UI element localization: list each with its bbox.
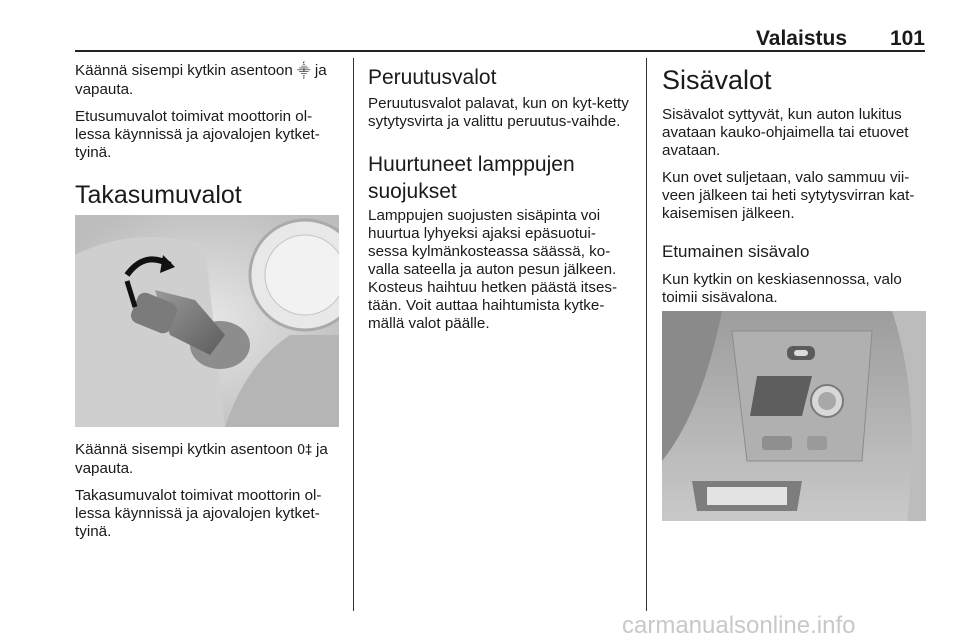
paragraph: Peruutusvalot palavat, kun on kyt-ketty sytytysvirta ja valittu peruutus-vaihde. bbox=[368, 95, 629, 130]
paragraph: Etusumuvalot toimivat moottorin ol-lessa käynnissä ja ajovalojen kytket-tyinä. bbox=[75, 108, 320, 161]
paragraph: Kun kytkin on keskiasennossa, valo toimii sisävalona. bbox=[662, 271, 902, 306]
subsection-heading: Etumainen sisävalo bbox=[662, 242, 810, 261]
front-fog-light-icon: ⸎ bbox=[297, 64, 311, 79]
watermark: carmanualsonline.info bbox=[622, 612, 856, 639]
column-1 bbox=[75, 62, 340, 210]
paragraph: Sisävalot syttyvät, kun auton lukitus avataan kauko-ohjaimella tai etuovet avataan. bbox=[662, 106, 909, 159]
column-divider bbox=[353, 58, 354, 611]
interior-light-photo bbox=[662, 311, 926, 521]
paragraph: Lamppujen suojusten sisäpinta voi huurtua lyhyeksi ajaksi epäsuotui-sessa kylmänkosteassa säässä, ko-valla sateella ja auton pesun jälkeen. Kosteus haihtuu hetken päästä itses-tään. Voit auttaa haihtumista kytke-mällä valot päälle. bbox=[368, 207, 618, 332]
paragraph: Takasumuvalot toimivat moottorin ol-lessa käynnissä ja ajovalojen kytket-tyinä. bbox=[75, 487, 322, 540]
paragraph: Käännä sisempi kytkin asentoon 0‡ ja vapauta. bbox=[75, 441, 328, 477]
section-title: Valaistus bbox=[755, 27, 847, 50]
paragraph: Kun ovet suljetaan, valo sammuu vii-veen jälkeen tai heti sytytysvirran kat-kaisemisen jälkeen. bbox=[662, 169, 915, 222]
paragraph: Käännä sisempi kytkin asentoon ⸎ ja vapauta. bbox=[75, 62, 327, 98]
section-heading: Peruutusvalot bbox=[368, 66, 497, 89]
light-switch-photo bbox=[75, 215, 339, 427]
column-divider bbox=[646, 58, 647, 611]
column-1-lower bbox=[75, 441, 340, 541]
column-2 bbox=[368, 66, 634, 333]
rear-fog-light-icon: 0‡ bbox=[297, 443, 312, 458]
page-header bbox=[75, 0, 925, 50]
column-3 bbox=[662, 64, 926, 307]
section-heading: Takasumuvalot bbox=[75, 181, 242, 209]
section-heading: Sisävalot bbox=[662, 65, 772, 95]
page-number: 101 bbox=[889, 27, 925, 50]
header-rule bbox=[75, 50, 925, 52]
section-heading: Huurtuneet lamppujen suojukset bbox=[368, 153, 575, 203]
